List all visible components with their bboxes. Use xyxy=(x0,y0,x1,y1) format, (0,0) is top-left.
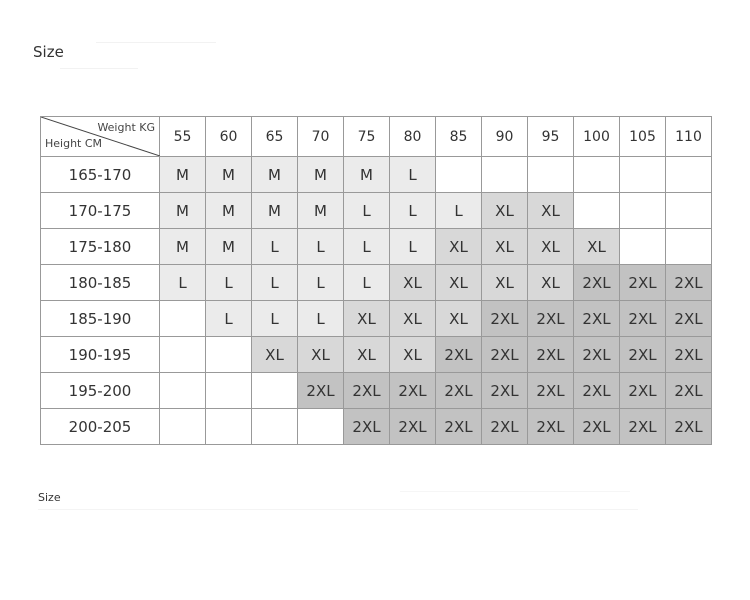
size-cell: 2XL xyxy=(436,409,482,445)
table-row xyxy=(41,301,712,337)
size-cell: M xyxy=(160,229,206,265)
chart-body xyxy=(41,157,712,445)
table-row xyxy=(41,265,712,301)
size-cell: M xyxy=(206,229,252,265)
header-row xyxy=(41,117,712,157)
size-cell: M xyxy=(298,193,344,229)
height-row-label: 165-170 xyxy=(41,157,160,193)
size-cell: 2XL xyxy=(390,373,436,409)
table-row xyxy=(41,337,712,373)
size-cell: XL xyxy=(436,301,482,337)
size-cell xyxy=(666,229,712,265)
size-cell: XL xyxy=(528,229,574,265)
weight-header-cell: 80 xyxy=(390,117,436,157)
size-cell: L xyxy=(390,229,436,265)
size-cell: 2XL xyxy=(620,409,666,445)
size-cell: M xyxy=(206,157,252,193)
footer-label: Size xyxy=(38,491,61,504)
size-cell: XL xyxy=(528,193,574,229)
size-cell: 2XL xyxy=(482,373,528,409)
size-cell: M xyxy=(298,157,344,193)
weight-header-cell: 105 xyxy=(620,117,666,157)
weight-header-cell: 75 xyxy=(344,117,390,157)
size-cell xyxy=(574,157,620,193)
weight-header-cell: 60 xyxy=(206,117,252,157)
weight-axis-label: Weight KG xyxy=(97,121,155,134)
size-cell: 2XL xyxy=(574,265,620,301)
height-row-label: 175-180 xyxy=(41,229,160,265)
size-cell: 2XL xyxy=(482,301,528,337)
size-cell: L xyxy=(206,265,252,301)
size-cell: XL xyxy=(390,301,436,337)
size-cell: XL xyxy=(482,229,528,265)
size-cell: M xyxy=(344,157,390,193)
size-cell xyxy=(206,337,252,373)
size-cell: 2XL xyxy=(666,373,712,409)
size-cell: 2XL xyxy=(528,301,574,337)
size-cell: M xyxy=(160,193,206,229)
size-cell: XL xyxy=(482,193,528,229)
size-cell: XL xyxy=(344,337,390,373)
faint-divider xyxy=(60,68,138,69)
size-cell xyxy=(206,409,252,445)
size-cell: M xyxy=(252,193,298,229)
size-cell: 2XL xyxy=(482,337,528,373)
size-cell: M xyxy=(206,193,252,229)
size-cell: L xyxy=(344,229,390,265)
height-axis-label: Height CM xyxy=(45,137,103,150)
size-cell: 2XL xyxy=(436,373,482,409)
weight-header-cell: 90 xyxy=(482,117,528,157)
size-cell xyxy=(160,373,206,409)
size-cell: 2XL xyxy=(528,373,574,409)
size-cell: M xyxy=(252,157,298,193)
size-cell: 2XL xyxy=(436,337,482,373)
height-row-label: 190-195 xyxy=(41,337,160,373)
size-cell: L xyxy=(160,265,206,301)
weight-header-cell: 65 xyxy=(252,117,298,157)
size-cell xyxy=(528,157,574,193)
page-title: Size xyxy=(33,43,64,61)
size-cell xyxy=(574,193,620,229)
size-cell xyxy=(620,157,666,193)
size-cell: XL xyxy=(390,337,436,373)
size-cell: 2XL xyxy=(666,265,712,301)
size-cell: 2XL xyxy=(574,301,620,337)
size-cell: 2XL xyxy=(666,409,712,445)
table-row xyxy=(41,229,712,265)
size-cell: 2XL xyxy=(344,409,390,445)
size-cell: L xyxy=(252,301,298,337)
size-cell: L xyxy=(252,265,298,301)
size-cell: 2XL xyxy=(574,337,620,373)
size-cell: L xyxy=(344,193,390,229)
size-cell: L xyxy=(252,229,298,265)
size-cell: 2XL xyxy=(666,337,712,373)
size-cell: XL xyxy=(574,229,620,265)
size-cell: XL xyxy=(436,265,482,301)
height-row-label: 200-205 xyxy=(41,409,160,445)
height-row-label: 195-200 xyxy=(41,373,160,409)
size-cell: M xyxy=(160,157,206,193)
size-cell: XL xyxy=(390,265,436,301)
size-cell: 2XL xyxy=(666,301,712,337)
size-cell: 2XL xyxy=(390,409,436,445)
size-cell xyxy=(252,373,298,409)
size-cell: XL xyxy=(436,229,482,265)
size-cell: XL xyxy=(252,337,298,373)
weight-header-cell: 70 xyxy=(298,117,344,157)
faint-divider xyxy=(96,42,216,43)
size-cell xyxy=(206,373,252,409)
size-cell: 2XL xyxy=(620,301,666,337)
weight-header-cell: 95 xyxy=(528,117,574,157)
size-cell: L xyxy=(436,193,482,229)
size-cell: 2XL xyxy=(574,373,620,409)
size-cell xyxy=(436,157,482,193)
size-cell: XL xyxy=(528,265,574,301)
weight-header-cell: 55 xyxy=(160,117,206,157)
size-cell: L xyxy=(206,301,252,337)
size-cell: 2XL xyxy=(620,265,666,301)
size-cell: L xyxy=(390,157,436,193)
size-cell: L xyxy=(390,193,436,229)
size-cell: 2XL xyxy=(344,373,390,409)
size-cell: 2XL xyxy=(574,409,620,445)
faint-divider xyxy=(38,509,638,510)
table-row xyxy=(41,193,712,229)
size-cell xyxy=(252,409,298,445)
table-row xyxy=(41,409,712,445)
size-cell xyxy=(666,157,712,193)
size-cell xyxy=(482,157,528,193)
faint-divider xyxy=(400,491,630,492)
size-cell: L xyxy=(298,229,344,265)
size-cell xyxy=(160,301,206,337)
height-row-label: 180-185 xyxy=(41,265,160,301)
weight-header-cell: 110 xyxy=(666,117,712,157)
weight-header-cell: 85 xyxy=(436,117,482,157)
size-chart-table xyxy=(40,116,712,445)
size-cell: XL xyxy=(482,265,528,301)
height-row-label: 170-175 xyxy=(41,193,160,229)
size-cell: 2XL xyxy=(620,337,666,373)
size-cell: 2XL xyxy=(482,409,528,445)
corner-header-cell xyxy=(41,117,160,157)
size-cell: XL xyxy=(344,301,390,337)
size-cell xyxy=(298,409,344,445)
size-cell xyxy=(160,409,206,445)
size-cell: XL xyxy=(298,337,344,373)
height-row-label: 185-190 xyxy=(41,301,160,337)
size-cell: 2XL xyxy=(620,373,666,409)
table-row xyxy=(41,373,712,409)
size-cell xyxy=(620,193,666,229)
size-cell: 2XL xyxy=(298,373,344,409)
size-cell: L xyxy=(298,265,344,301)
size-cell xyxy=(160,337,206,373)
table-row xyxy=(41,157,712,193)
size-cell: 2XL xyxy=(528,409,574,445)
size-cell xyxy=(666,193,712,229)
weight-header-cell: 100 xyxy=(574,117,620,157)
size-cell: L xyxy=(344,265,390,301)
size-cell xyxy=(620,229,666,265)
size-cell: L xyxy=(298,301,344,337)
size-cell: 2XL xyxy=(528,337,574,373)
